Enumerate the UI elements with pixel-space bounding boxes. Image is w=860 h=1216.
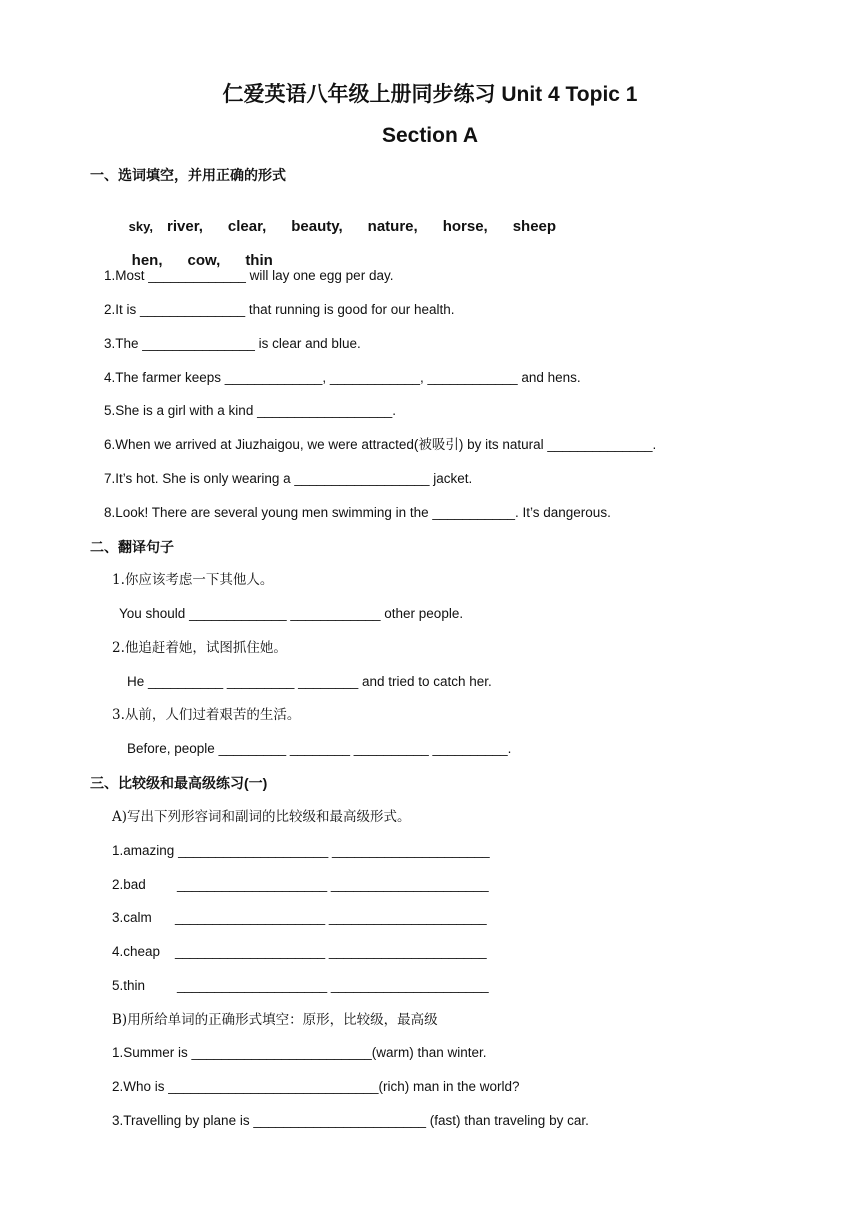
- comparison-word: 1.amazing: [112, 843, 175, 858]
- exercise-item: 7.It’s hot. She is only wearing a __________________ jacket.: [104, 471, 473, 486]
- comparison-item: [112, 943, 487, 961]
- word-bank-item: thin: [245, 252, 273, 269]
- comparison-blanks: ____________________ _____________________: [175, 910, 487, 925]
- exercise-item: 2.It is ______________ that running is good for our health.: [104, 302, 455, 317]
- word-bank-item: nature,: [367, 218, 418, 235]
- part3-heading: 三、比较级和最高级练习(一): [90, 775, 268, 791]
- page-title: 仁爱英语八年级上册同步练习 Unit 4 Topic 1: [222, 83, 638, 106]
- part1-heading: 一、选词填空，并用正确的形式: [90, 167, 286, 183]
- exercise-item: 5.She is a girl with a kind __________________.: [104, 403, 396, 418]
- translation-answer-line: Before, people _________ ________ __________ __________.: [127, 741, 512, 756]
- word-bank-item: beauty,: [291, 218, 343, 235]
- word-bank-item: clear,: [227, 218, 267, 235]
- exercise-item: 1.Most _____________ will lay one egg per day.: [104, 268, 394, 283]
- comparison-word: 5.thin: [112, 978, 146, 993]
- translation-prompt: 3.从前，人们过着艰苦的生活。: [112, 707, 301, 723]
- exercise-item: 1.Summer is ________________________(warm) than winter.: [112, 1045, 487, 1060]
- exercise-item: 2.Who is ____________________________(rich) man in the world?: [112, 1079, 520, 1094]
- comparison-item: [112, 842, 490, 860]
- word-bank-item: horse,: [442, 218, 488, 235]
- translation-prompt: 1.你应该考虑一下其他人。: [112, 572, 274, 588]
- word-bank-item: sky,: [128, 219, 154, 234]
- translation-answer-line: You should _____________ ____________ other people.: [119, 606, 464, 621]
- word-bank-item: hen,: [131, 252, 163, 269]
- comparison-item: [112, 876, 489, 894]
- exercise-item: 3.Travelling by plane is _______________________ (fast) than traveling by car.: [112, 1113, 589, 1128]
- translation-prompt: 2.他追赶着她，试图抓住她。: [112, 640, 287, 656]
- word-bank-item: cow,: [187, 252, 221, 269]
- exercise-item: 3.The _______________ is clear and blue.: [104, 336, 361, 351]
- comparison-blanks: ____________________ _____________________: [177, 877, 489, 892]
- part3-sub-b: B)用所给单词的正确形式填空：原形，比较级，最高级: [112, 1012, 438, 1028]
- word-bank-item: river,: [167, 218, 203, 235]
- comparison-word: 2.bad: [112, 877, 146, 892]
- word-bank-item: sheep: [512, 218, 557, 235]
- comparison-blanks: ____________________ _____________________: [177, 978, 489, 993]
- part3-sub-a: A)写出下列形容词和副词的比较级和最高级形式。: [112, 809, 411, 825]
- part2-heading: 二、翻译句子: [90, 539, 174, 555]
- exercise-item: 8.Look! There are several young men swimming in the ___________. It’s dangerous.: [104, 505, 611, 520]
- translation-answer-line: He __________ _________ ________ and tried to catch her.: [127, 674, 492, 689]
- exercise-item: 6.When we arrived at Jiuzhaigou, we were attracted(被吸引) by its natural ______________.: [104, 437, 657, 452]
- comparison-item: [112, 977, 489, 995]
- comparison-word: 3.calm: [112, 910, 152, 925]
- exercise-item: 4.The farmer keeps _____________, ____________, ____________ and hens.: [104, 370, 581, 385]
- comparison-word: 4.cheap: [112, 944, 161, 959]
- comparison-blanks: ____________________ _____________________: [175, 944, 487, 959]
- page-subtitle: Section A: [381, 124, 479, 147]
- comparison-blanks: ____________________ _____________________: [178, 843, 490, 858]
- comparison-item: [112, 909, 487, 927]
